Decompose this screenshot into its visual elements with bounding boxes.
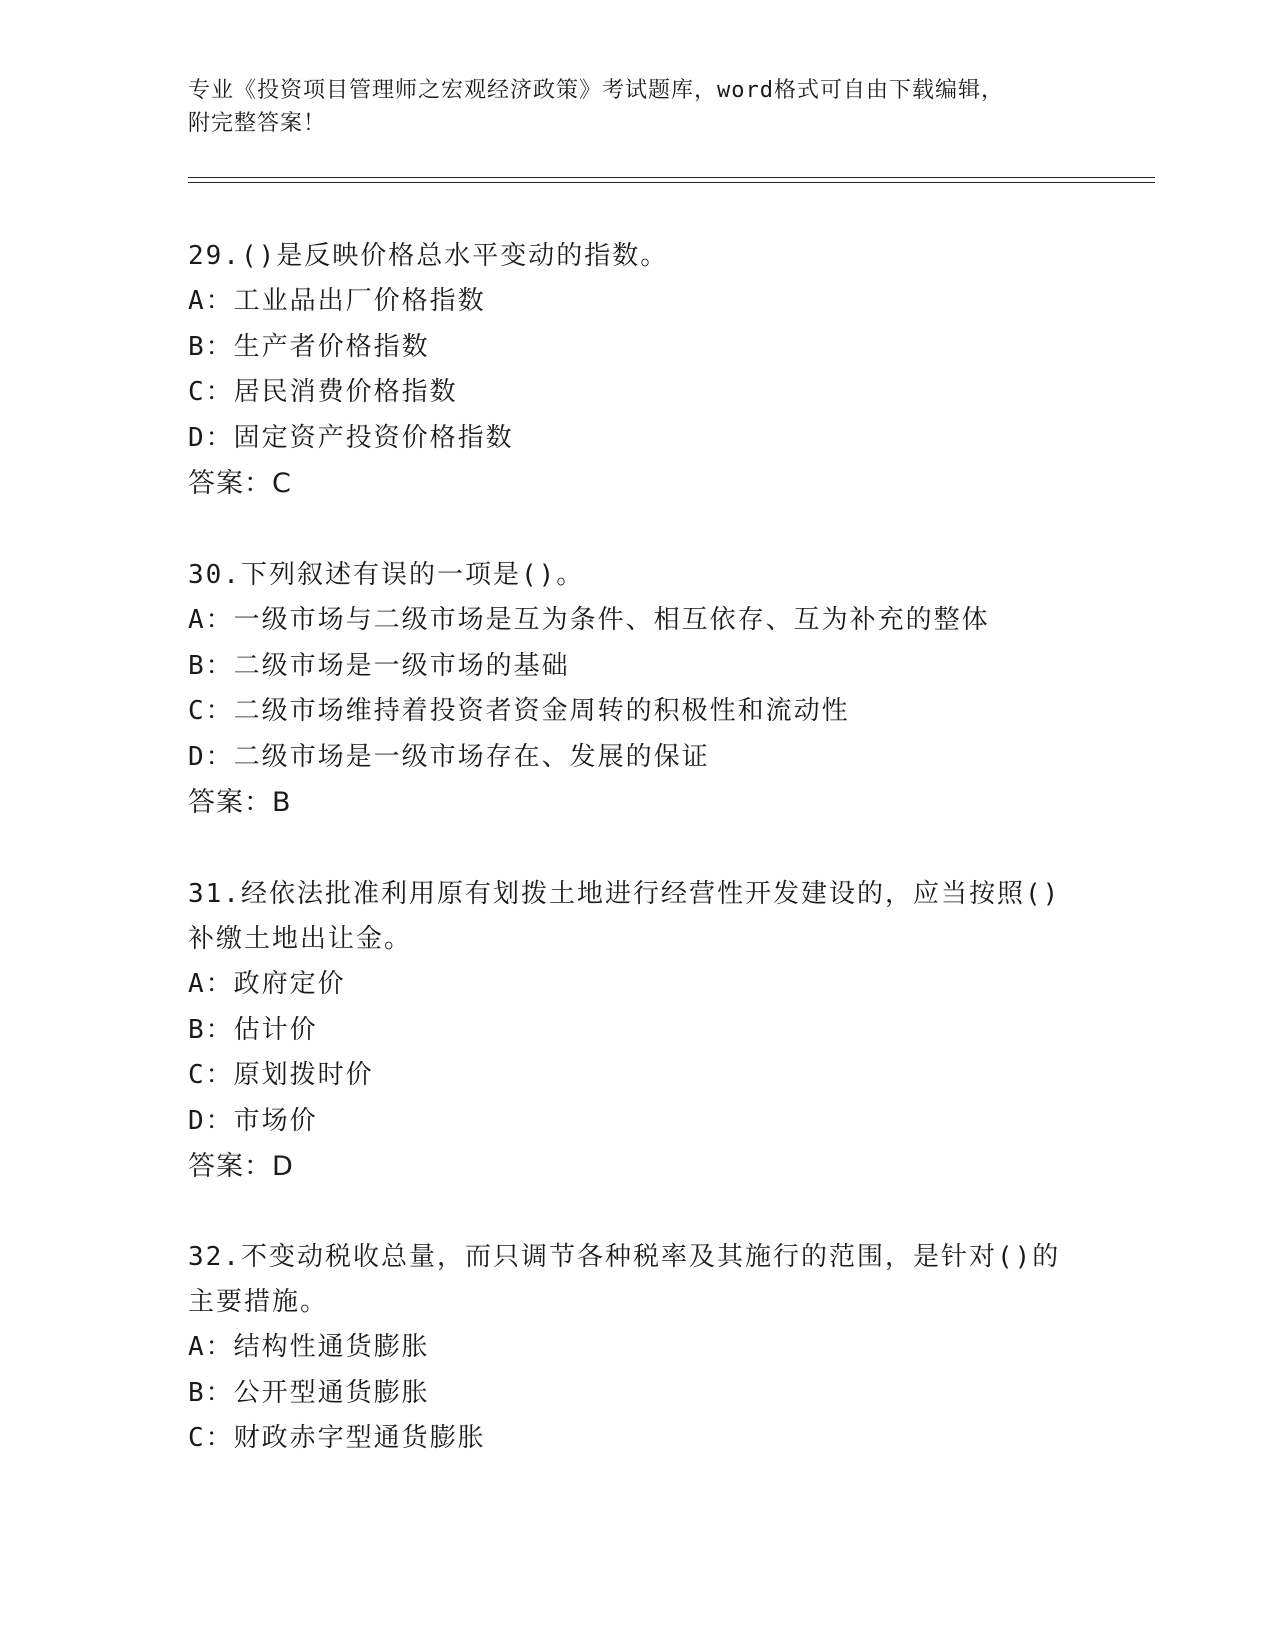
option-d: D：二级市场是一级市场存在、发展的保证 xyxy=(188,741,710,772)
question-text: 29.()是反映价格总水平变动的指数。 xyxy=(188,241,669,271)
answer-line: 答案：B xyxy=(188,787,292,818)
question-text: 32.不变动税收总量，而只调节各种税率及其施行的范围，是针对()的主要措施。 xyxy=(188,1242,1061,1317)
question-29 xyxy=(188,234,1088,506)
header-divider-bottom xyxy=(188,182,1155,183)
option-c: C：原划拨时价 xyxy=(188,1060,374,1090)
option-d: D：固定资产投资价格指数 xyxy=(188,422,514,453)
answer-line: 答案：D xyxy=(188,1151,294,1182)
question-32 xyxy=(188,1235,1088,1462)
question-text: 30.下列叙述有误的一项是()。 xyxy=(188,560,585,590)
option-c: C：二级市场维持着投资者资金周转的积极性和流动性 xyxy=(188,696,850,726)
option-b: B：公开型通货膨胀 xyxy=(188,1377,430,1408)
page-header xyxy=(188,74,1088,140)
option-a: A：结构性通货膨胀 xyxy=(188,1332,430,1362)
option-c: C：居民消费价格指数 xyxy=(188,377,458,407)
option-b: B：二级市场是一级市场的基础 xyxy=(188,650,570,681)
option-b: B：估计价 xyxy=(188,1014,318,1045)
question-text: 31.经依法批准利用原有划拨土地进行经营性开发建设的，应当按照()补缴土地出让金。 xyxy=(188,879,1061,954)
header-divider-top xyxy=(188,177,1155,178)
option-d: D：市场价 xyxy=(188,1105,318,1136)
option-b: B：生产者价格指数 xyxy=(188,331,430,362)
header-line-1: 专业《投资项目管理师之宏观经济政策》考试题库，word格式可自由下载编辑， xyxy=(188,78,1004,103)
option-a: A：一级市场与二级市场是互为条件、相互依存、互为补充的整体 xyxy=(188,605,990,635)
answer-line: 答案：C xyxy=(188,468,292,499)
option-c: C：财政赤字型通货膨胀 xyxy=(188,1423,486,1453)
question-30 xyxy=(188,553,1088,825)
option-a: A：工业品出厂价格指数 xyxy=(188,286,486,316)
question-31 xyxy=(188,872,1088,1189)
option-a: A：政府定价 xyxy=(188,969,346,999)
header-line-2: 附完整答案！ xyxy=(188,111,327,136)
